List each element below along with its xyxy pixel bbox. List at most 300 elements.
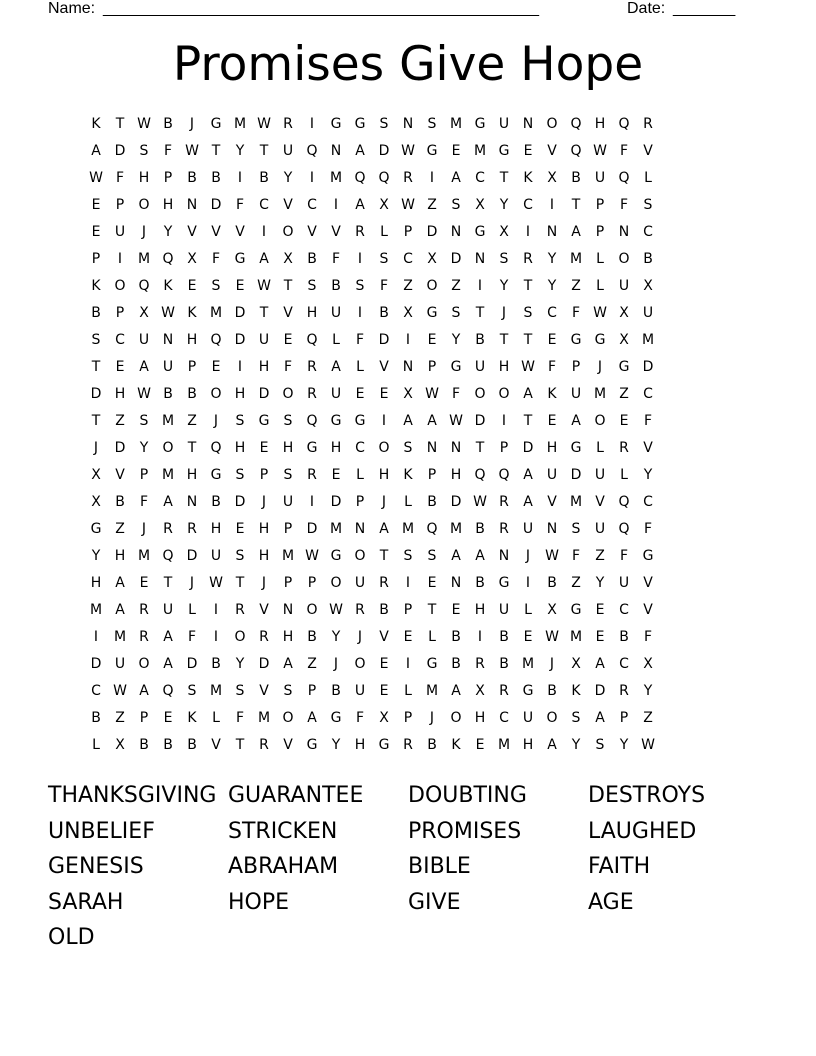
grid-letter: A [547, 737, 557, 753]
grid-letter: X [547, 602, 557, 618]
grid-letter: D [450, 494, 462, 510]
grid-row [84, 408, 732, 435]
grid-letter: N [402, 116, 414, 132]
grid-letter: B [643, 251, 653, 267]
grid-letter: J [429, 710, 435, 726]
grid-letter: W [401, 143, 415, 159]
grid-letter: J [357, 629, 363, 645]
grid-letter: V [379, 359, 389, 375]
word-bank-item: GIVE [408, 889, 461, 915]
grid-letter: C [643, 494, 653, 510]
grid-letter: E [547, 332, 557, 348]
grid-letter: D [522, 440, 534, 456]
grid-letter: Q [570, 143, 582, 159]
grid-letter: X [379, 197, 389, 213]
grid-letter: P [427, 359, 437, 375]
grid-letter: A [595, 656, 605, 672]
grid-letter: U [594, 521, 606, 537]
grid-letter: I [237, 359, 243, 375]
grid-letter: U [162, 602, 174, 618]
grid-letter: X [643, 656, 653, 672]
grid-letter: A [115, 575, 125, 591]
grid-letter: F [163, 143, 173, 159]
grid-letter: D [234, 332, 246, 348]
grid-letter: K [523, 170, 533, 186]
grid-letter: L [524, 602, 532, 618]
grid-letter: B [451, 629, 461, 645]
grid-letter: H [186, 467, 198, 483]
grid-row [84, 624, 732, 651]
grid-letter: H [378, 467, 390, 483]
grid-letter: A [571, 413, 581, 429]
grid-row [84, 273, 732, 300]
grid-letter: U [474, 359, 486, 375]
grid-letter: S [451, 197, 461, 213]
grid-letter: M [137, 251, 151, 267]
grid-letter: A [355, 143, 365, 159]
grid-letter: N [498, 548, 510, 564]
grid-letter: K [403, 467, 413, 483]
grid-letter: R [403, 170, 413, 186]
grid-letter: S [139, 413, 149, 429]
grid-row [84, 462, 732, 489]
grid-letter: Z [571, 278, 581, 294]
grid-letter: N [330, 143, 342, 159]
grid-letter: I [237, 170, 243, 186]
grid-letter: Y [643, 683, 653, 699]
grid-letter: W [257, 116, 271, 132]
grid-letter: B [451, 656, 461, 672]
grid-letter: J [597, 359, 603, 375]
grid-letter: S [403, 548, 413, 564]
grid-letter: Z [451, 278, 461, 294]
grid-letter: M [161, 467, 175, 483]
grid-letter: B [187, 170, 197, 186]
word-bank-item: THANKSGIVING [48, 783, 217, 808]
grid-letter: T [499, 332, 509, 348]
grid-letter: U [162, 359, 174, 375]
grid-letter: W [137, 386, 151, 402]
word-bank-item: SARAH [48, 889, 124, 915]
grid-letter: G [594, 332, 606, 348]
grid-letter: I [309, 170, 315, 186]
grid-letter: T [523, 278, 533, 294]
grid-letter: T [379, 548, 389, 564]
grid-letter: B [379, 305, 389, 321]
grid-letter: Q [570, 116, 582, 132]
grid-letter: R [355, 224, 365, 240]
grid-letter: O [450, 710, 462, 726]
grid-letter: I [405, 575, 411, 591]
grid-letter: Y [547, 278, 557, 294]
grid-letter: B [427, 494, 437, 510]
grid-letter: M [137, 548, 151, 564]
grid-letter: A [571, 224, 581, 240]
grid-letter: F [187, 629, 197, 645]
word-bank-item: ABRAHAM [228, 854, 339, 879]
grid-letter: U [282, 143, 294, 159]
grid-letter: R [259, 737, 269, 753]
grid-letter: U [114, 224, 126, 240]
grid-letter: T [235, 575, 245, 591]
grid-letter: Y [331, 737, 341, 753]
grid-letter: I [501, 413, 507, 429]
grid-letter: V [643, 440, 653, 456]
grid-letter: C [259, 197, 269, 213]
grid-letter: J [261, 494, 267, 510]
grid-letter: H [594, 116, 606, 132]
grid-letter: G [498, 575, 510, 591]
grid-letter: A [139, 359, 149, 375]
word-bank-item: AGE [588, 889, 634, 915]
grid-letter: G [426, 143, 438, 159]
word-bank-item: OLD [48, 925, 95, 950]
grid-letter: Q [210, 440, 222, 456]
grid-letter: S [235, 683, 245, 699]
grid-letter: Y [499, 278, 509, 294]
grid-letter: M [233, 116, 247, 132]
grid-letter: G [354, 116, 366, 132]
grid-letter: D [378, 143, 390, 159]
grid-letter: Y [643, 467, 653, 483]
grid-letter: C [475, 170, 485, 186]
grid-letter: N [618, 224, 630, 240]
grid-letter: X [475, 683, 485, 699]
grid-letter: E [139, 575, 149, 591]
grid-letter: X [475, 197, 485, 213]
grid-letter: C [403, 251, 413, 267]
grid-letter: U [330, 386, 342, 402]
grid-letter: J [141, 224, 147, 240]
grid-letter: N [354, 521, 366, 537]
word-bank-item: HOPE [228, 889, 290, 915]
grid-letter: H [282, 629, 294, 645]
grid-row [84, 597, 732, 624]
grid-letter: W [449, 413, 463, 429]
grid-letter: A [523, 467, 533, 483]
grid-letter: P [571, 359, 581, 375]
grid-letter: G [570, 602, 582, 618]
grid-letter: P [595, 197, 605, 213]
grid-row [84, 543, 732, 570]
grid-letter: A [331, 359, 341, 375]
grid-letter: M [401, 521, 415, 537]
grid-letter: S [427, 548, 437, 564]
grid-letter: B [331, 683, 341, 699]
grid-letter: H [186, 332, 198, 348]
grid-letter: V [283, 305, 293, 321]
grid-letter: V [547, 143, 557, 159]
grid-letter: J [333, 656, 339, 672]
grid-row [84, 111, 732, 138]
grid-letter: M [569, 251, 583, 267]
grid-letter: S [571, 710, 581, 726]
date-field-line: _______ [673, 0, 736, 17]
grid-letter: V [307, 224, 317, 240]
grid-letter: I [309, 116, 315, 132]
grid-letter: J [501, 305, 507, 321]
grid-letter: Z [643, 710, 653, 726]
grid-letter: G [330, 116, 342, 132]
grid-letter: N [474, 251, 486, 267]
grid-letter: B [163, 116, 173, 132]
grid-letter: T [91, 413, 101, 429]
grid-letter: U [546, 467, 558, 483]
grid-letter: C [523, 197, 533, 213]
word-bank-item: BIBLE [408, 854, 471, 879]
grid-letter: M [113, 629, 127, 645]
grid-letter: A [115, 602, 125, 618]
grid-letter: N [450, 575, 462, 591]
grid-letter: V [283, 197, 293, 213]
grid-letter: H [282, 440, 294, 456]
grid-letter: G [450, 359, 462, 375]
grid-letter: R [259, 629, 269, 645]
grid-letter: M [449, 521, 463, 537]
grid-letter: V [643, 575, 653, 591]
grid-letter: P [283, 521, 293, 537]
date-label: Date: [627, 0, 666, 17]
grid-letter: Y [595, 575, 605, 591]
grid-letter: Z [619, 386, 629, 402]
grid-letter: B [91, 710, 101, 726]
grid-letter: X [115, 737, 125, 753]
grid-row [84, 570, 732, 597]
grid-letter: M [569, 629, 583, 645]
grid-letter: U [354, 683, 366, 699]
grid-letter: O [426, 278, 438, 294]
grid-letter: U [138, 332, 150, 348]
grid-letter: X [427, 251, 437, 267]
grid-letter: B [619, 629, 629, 645]
grid-row [84, 327, 732, 354]
grid-letter: E [91, 197, 101, 213]
grid-letter: S [595, 737, 605, 753]
grid-letter: W [401, 197, 415, 213]
grid-letter: J [549, 656, 555, 672]
grid-letter: A [403, 413, 413, 429]
grid-letter: E [403, 629, 413, 645]
grid-letter: E [91, 224, 101, 240]
grid-letter: B [331, 278, 341, 294]
grid-letter: R [403, 737, 413, 753]
grid-letter: H [114, 548, 126, 564]
grid-letter: R [283, 116, 293, 132]
grid-letter: R [643, 116, 653, 132]
grid-letter: C [115, 332, 125, 348]
grid-letter: L [332, 332, 340, 348]
grid-row [84, 651, 732, 678]
grid-letter: O [282, 386, 294, 402]
word-bank-item: STRICKEN [228, 818, 338, 844]
grid-letter: J [213, 413, 219, 429]
grid-letter: U [354, 575, 366, 591]
grid-letter: Z [307, 656, 317, 672]
grid-letter: O [498, 386, 510, 402]
grid-letter: W [545, 548, 559, 564]
grid-letter: D [426, 224, 438, 240]
grid-row [84, 489, 732, 516]
grid-letter: O [618, 251, 630, 267]
grid-letter: L [596, 278, 604, 294]
grid-letter: H [258, 521, 270, 537]
grid-row [84, 705, 732, 732]
grid-letter: S [235, 413, 245, 429]
grid-letter: A [163, 656, 173, 672]
grid-letter: X [571, 656, 581, 672]
grid-letter: G [570, 440, 582, 456]
grid-letter: W [641, 737, 655, 753]
grid-letter: M [569, 494, 583, 510]
grid-letter: N [546, 521, 558, 537]
grid-letter: T [235, 737, 245, 753]
grid-letter: M [449, 116, 463, 132]
grid-letter: H [234, 440, 246, 456]
grid-letter: Y [235, 143, 245, 159]
grid-letter: D [114, 440, 126, 456]
grid-letter: M [593, 386, 607, 402]
grid-letter: H [474, 710, 486, 726]
name-label: Name: [48, 0, 96, 17]
grid-letter: L [596, 251, 604, 267]
grid-row [84, 219, 732, 246]
grid-row [84, 516, 732, 543]
grid-row [84, 435, 732, 462]
grid-letter: F [355, 710, 365, 726]
grid-letter: G [306, 440, 318, 456]
grid-letter: S [643, 197, 653, 213]
grid-letter: W [161, 305, 175, 321]
grid-letter: T [211, 143, 221, 159]
grid-letter: Y [331, 629, 341, 645]
grid-letter: V [211, 737, 221, 753]
worksheet-header [48, 0, 748, 20]
grid-letter: E [619, 413, 629, 429]
grid-letter: S [91, 332, 101, 348]
grid-letter: G [378, 737, 390, 753]
grid-letter: R [523, 251, 533, 267]
grid-letter: D [306, 521, 318, 537]
grid-letter: Z [571, 575, 581, 591]
grid-letter: H [354, 737, 366, 753]
grid-letter: E [331, 467, 341, 483]
grid-letter: G [618, 359, 630, 375]
grid-letter: G [498, 143, 510, 159]
grid-letter: H [450, 467, 462, 483]
grid-letter: S [211, 278, 221, 294]
grid-letter: T [91, 359, 101, 375]
grid-letter: T [163, 575, 173, 591]
grid-row [84, 192, 732, 219]
grid-row [84, 678, 732, 705]
grid-letter: S [235, 467, 245, 483]
grid-letter: T [427, 602, 437, 618]
grid-letter: V [331, 224, 341, 240]
grid-letter: R [619, 440, 629, 456]
grid-letter: W [593, 143, 607, 159]
grid-letter: G [474, 224, 486, 240]
grid-letter: G [570, 332, 582, 348]
grid-letter: A [91, 143, 101, 159]
grid-letter: O [114, 278, 126, 294]
grid-letter: S [403, 440, 413, 456]
grid-letter: Q [498, 467, 510, 483]
grid-row [84, 138, 732, 165]
grid-letter: G [330, 548, 342, 564]
grid-letter: V [595, 494, 605, 510]
grid-letter: F [547, 359, 557, 375]
grid-letter: E [595, 629, 605, 645]
grid-letter: M [281, 548, 295, 564]
grid-letter: R [379, 575, 389, 591]
grid-letter: F [643, 629, 653, 645]
grid-letter: J [189, 575, 195, 591]
grid-letter: B [499, 656, 509, 672]
grid-letter: L [212, 710, 220, 726]
grid-letter: N [282, 602, 294, 618]
grid-letter: A [451, 548, 461, 564]
grid-letter: F [139, 494, 149, 510]
grid-letter: X [187, 251, 197, 267]
word-bank-item: FAITH [588, 854, 651, 879]
grid-letter: H [474, 602, 486, 618]
grid-letter: N [546, 224, 558, 240]
grid-letter: D [186, 656, 198, 672]
grid-letter: K [547, 386, 557, 402]
grid-letter: B [187, 737, 197, 753]
grid-letter: Q [210, 332, 222, 348]
grid-letter: L [644, 170, 652, 186]
grid-letter: B [307, 251, 317, 267]
grid-letter: B [379, 602, 389, 618]
grid-letter: C [499, 710, 509, 726]
grid-letter: V [115, 467, 125, 483]
grid-letter: K [91, 278, 101, 294]
grid-letter: R [499, 683, 509, 699]
grid-letter: X [619, 305, 629, 321]
grid-letter: T [259, 305, 269, 321]
grid-letter: C [643, 386, 653, 402]
grid-letter: O [474, 386, 486, 402]
grid-letter: S [355, 278, 365, 294]
grid-letter: M [497, 737, 511, 753]
grid-letter: T [475, 305, 485, 321]
grid-letter: V [379, 629, 389, 645]
word-bank-item: DESTROYS [588, 783, 706, 808]
grid-letter: N [402, 359, 414, 375]
grid-letter: F [643, 521, 653, 537]
grid-letter: X [139, 305, 149, 321]
grid-letter: A [259, 251, 269, 267]
grid-letter: J [189, 116, 195, 132]
grid-letter: P [139, 710, 149, 726]
grid-letter: E [115, 359, 125, 375]
grid-letter: W [137, 116, 151, 132]
grid-letter: Q [474, 467, 486, 483]
grid-letter: E [451, 602, 461, 618]
grid-letter: H [162, 197, 174, 213]
grid-letter: S [187, 683, 197, 699]
grid-letter: Y [283, 170, 293, 186]
grid-letter: D [186, 548, 198, 564]
grid-letter: L [404, 494, 412, 510]
grid-letter: A [427, 413, 437, 429]
grid-letter: F [619, 197, 629, 213]
grid-letter: J [261, 575, 267, 591]
grid-letter: M [209, 305, 223, 321]
grid-letter: S [283, 467, 293, 483]
grid-letter: D [330, 494, 342, 510]
